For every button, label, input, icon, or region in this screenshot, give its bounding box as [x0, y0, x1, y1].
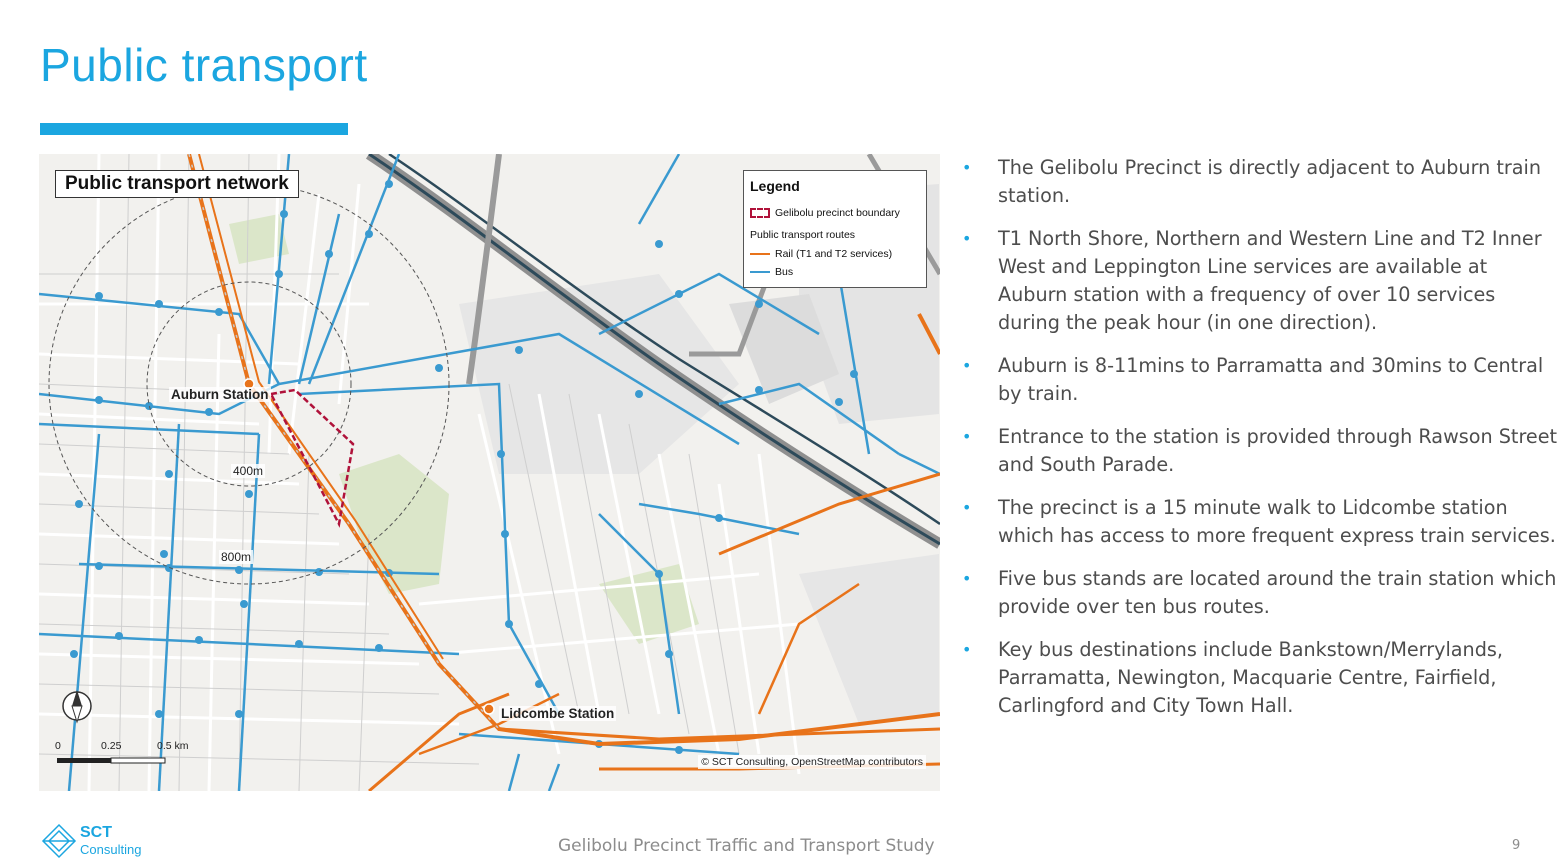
rail-line-swatch-icon — [750, 253, 770, 255]
ring-label-400m: 400m — [233, 464, 264, 478]
lidcombe-station-label: Lidcombe Station — [501, 706, 615, 721]
legend-rail-label: Rail (T1 and T2 services) — [775, 248, 893, 260]
legend-routes-heading — [750, 229, 855, 241]
transport-map — [39, 154, 940, 791]
auburn-station-label: Auburn Station — [171, 387, 269, 402]
scale-bar — [57, 758, 165, 763]
legend-title: Legend — [750, 178, 800, 194]
scale-tick-0: 0 — [55, 740, 61, 752]
legend-item-bus — [750, 266, 793, 278]
ring-label-800m: 800m — [221, 550, 252, 564]
page-number: 9 — [1512, 838, 1521, 853]
sct-logo-icon — [40, 822, 78, 860]
title-underline-bar — [40, 123, 348, 135]
map-credit: © SCT Consulting, OpenStreetMap contributors — [698, 755, 926, 769]
bullet-item: • Entrance to the station is provided through Rawson Street and South Parade. — [958, 423, 1558, 479]
map-title: Public transport network — [55, 170, 299, 198]
footer-title: Gelibolu Precinct Traffic and Transport Study — [558, 836, 935, 856]
legend-routes-heading-label: Public transport routes — [750, 229, 856, 241]
lidcombe-station-marker — [484, 704, 494, 714]
map-legend — [743, 170, 927, 288]
sct-logo — [40, 822, 150, 862]
bullet-item: • T1 North Shore, Northern and Western Line and T2 Inner West and Leppington Line services are available at Auburn station with a frequency of over 10 services during the peak hour (in one direction). — [958, 225, 1558, 337]
page-title: Public transport — [40, 39, 368, 91]
bullet-item: • The Gelibolu Precinct is directly adjacent to Auburn train station. — [958, 154, 1558, 210]
bullet-list — [958, 154, 1558, 735]
bullet-item: • The precinct is a 15 minute walk to Lidcombe station which has access to more frequent express train services. — [958, 494, 1558, 550]
boundary-swatch-icon — [750, 208, 770, 218]
scale-tick-025: 0.25 — [101, 740, 122, 752]
scale-tick-05: 0.5 km — [157, 740, 189, 752]
bullet-item: • Auburn is 8-11mins to Parramatta and 30mins to Central by train. — [958, 352, 1558, 408]
legend-bus-label: Bus — [775, 266, 794, 278]
logo-line1: SCT — [80, 824, 112, 841]
legend-item-rail — [750, 248, 892, 260]
legend-boundary-label: Gelibolu precinct boundary — [775, 207, 900, 219]
logo-line2: Consulting — [80, 842, 142, 857]
legend-item-boundary — [750, 207, 900, 219]
bus-line-swatch-icon — [750, 271, 770, 273]
bullet-item: • Key bus destinations include Bankstown/Merrylands, Parramatta, Newington, Macquarie Centre, Fairfield, Carlingford and City Town Hall. — [958, 636, 1558, 720]
bullet-item: • Five bus stands are located around the train station which provide over ten bus routes. — [958, 565, 1558, 621]
